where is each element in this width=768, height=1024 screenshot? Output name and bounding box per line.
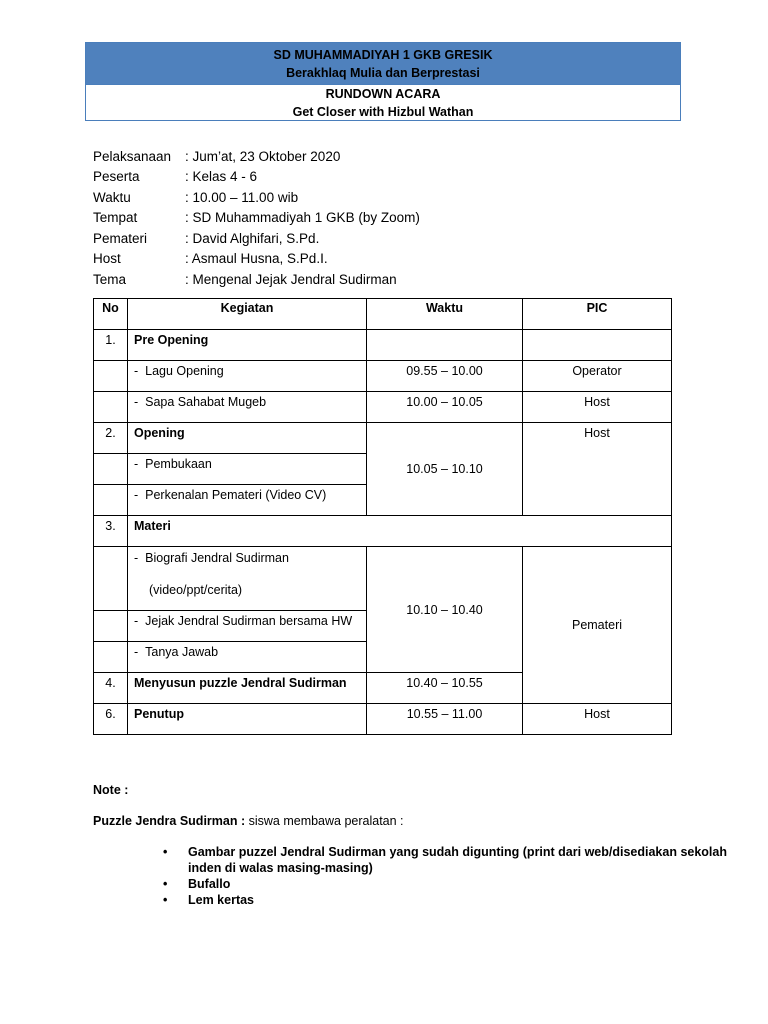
activity-label: Jejak Jendral Sudirman bersama HW	[145, 614, 353, 628]
dash-mark: -	[134, 645, 139, 659]
time-cell: 10.55 – 11.00	[367, 704, 523, 735]
info-label: Waktu	[93, 189, 131, 205]
bullet-icon: •	[163, 877, 168, 891]
school-name: SD MUHAMMADIYAH 1 GKB GRESIK	[273, 47, 493, 62]
activity-item	[128, 454, 367, 485]
info-value: : Asmaul Husna, S.Pd.I.	[185, 251, 328, 267]
info-row-host	[93, 249, 420, 270]
row-number: 2.	[94, 423, 128, 454]
document-title: RUNDOWN ACARA	[325, 87, 441, 101]
header-box	[85, 42, 681, 121]
info-value: : Mengenal Jejak Jendral Sudirman	[185, 271, 397, 287]
section-title: Materi	[128, 516, 672, 547]
activity-item	[128, 611, 367, 642]
table-row	[94, 423, 672, 454]
section-title: Penutup	[128, 704, 367, 735]
section-title: Opening	[128, 423, 367, 454]
pic-cell: Host	[523, 704, 672, 735]
school-motto: Berakhlaq Mulia dan Berprestasi	[286, 65, 480, 80]
activity-item	[128, 642, 367, 673]
activity-item	[128, 485, 367, 516]
table-row	[94, 704, 672, 735]
empty-cell	[94, 642, 128, 673]
table-row	[94, 361, 672, 392]
info-row-pemateri	[93, 228, 420, 249]
puzzle-line	[93, 814, 404, 828]
activity-label-continued: (video/ppt/cerita)	[149, 583, 243, 597]
empty-cell	[94, 392, 128, 423]
header-no: No	[94, 299, 128, 330]
pic-cell: Pemateri	[523, 547, 672, 704]
activity-label: Sapa Sahabat Mugeb	[145, 395, 267, 409]
list-item	[163, 876, 728, 892]
note-heading: Note :	[93, 783, 129, 797]
info-value: : Kelas 4 - 6	[185, 169, 258, 185]
rundown-table	[93, 298, 672, 735]
row-number: 3.	[94, 516, 128, 547]
row-number: 1.	[94, 330, 128, 361]
info-value: : 10.00 – 11.00 wib	[185, 189, 299, 205]
info-label: Tema	[93, 271, 127, 287]
time-cell: 10.10 – 10.40	[367, 547, 523, 673]
activity-label: Biografi Jendral Sudirman	[145, 551, 289, 565]
dash-mark: -	[134, 364, 139, 378]
info-label: Pelaksanaan	[93, 148, 172, 164]
table-row	[94, 330, 672, 361]
info-value: : Jum’at, 23 Oktober 2020	[185, 148, 341, 164]
empty-cell	[94, 611, 128, 642]
info-row-pelaksanaan	[93, 146, 420, 167]
empty-cell	[523, 330, 672, 361]
event-info	[93, 146, 420, 290]
dash-mark: -	[134, 551, 139, 565]
pic-cell: Host	[523, 392, 672, 423]
section-title: Menyusun puzzle Jendral Sudirman	[128, 673, 367, 704]
header-pic: PIC	[523, 299, 672, 330]
activity-label: Tanya Jawab	[145, 645, 219, 659]
header-waktu: Waktu	[367, 299, 523, 330]
activity-label: Pembukaan	[145, 457, 212, 471]
time-cell: 10.00 – 10.05	[367, 392, 523, 423]
info-label: Host	[93, 251, 121, 267]
header-title-area	[86, 85, 680, 121]
list-item	[163, 892, 728, 908]
list-item-text: Lem kertas	[188, 893, 255, 907]
time-cell: 10.05 – 10.10	[367, 423, 523, 516]
equipment-list	[165, 844, 728, 908]
info-value: : SD Muhammadiyah 1 GKB (by Zoom)	[185, 210, 420, 226]
header-kegiatan: Kegiatan	[128, 299, 367, 330]
info-value: : David Alghifari, S.Pd.	[185, 230, 320, 246]
section-title: Pre Opening	[128, 330, 367, 361]
activity-item	[128, 361, 367, 392]
dash-mark: -	[134, 614, 139, 628]
list-item-text: Bufallo	[188, 877, 231, 891]
dash-mark: -	[134, 488, 139, 502]
table-row	[94, 516, 672, 547]
activity-label: Lagu Opening	[145, 364, 224, 378]
info-row-tema	[93, 269, 420, 290]
table-row	[94, 392, 672, 423]
puzzle-label: Puzzle Jendra Sudirman :	[93, 814, 246, 828]
dash-mark: -	[134, 457, 139, 471]
activity-label: Perkenalan Pemateri (Video CV)	[145, 488, 327, 502]
puzzle-text: siswa membawa peralatan :	[245, 814, 404, 828]
info-label: Peserta	[93, 169, 140, 185]
empty-cell	[94, 361, 128, 392]
row-number: 4.	[94, 673, 128, 704]
empty-cell	[94, 454, 128, 485]
list-item	[163, 844, 728, 876]
empty-cell	[94, 485, 128, 516]
bullet-icon: •	[163, 845, 168, 859]
empty-cell	[94, 547, 128, 611]
time-cell: 09.55 – 10.00	[367, 361, 523, 392]
info-label: Pemateri	[93, 230, 148, 246]
info-row-peserta	[93, 167, 420, 188]
activity-item	[128, 547, 367, 611]
activity-item	[128, 392, 367, 423]
empty-cell	[367, 330, 523, 361]
pic-cell: Operator	[523, 361, 672, 392]
time-cell: 10.40 – 10.55	[367, 673, 523, 704]
info-row-tempat	[93, 208, 420, 229]
table-row	[94, 547, 672, 611]
bullet-icon: •	[163, 893, 168, 907]
info-row-waktu	[93, 187, 420, 208]
event-name: Get Closer with Hizbul Wathan	[292, 105, 474, 119]
table-header-row	[94, 299, 672, 330]
info-label: Tempat	[93, 210, 138, 226]
dash-mark: -	[134, 395, 139, 409]
header-band	[86, 43, 680, 85]
list-item-text: Gambar puzzel Jendral Sudirman yang sudah digunting (print dari web/disediakan sekolah inden di walas masing-masing)	[188, 845, 727, 875]
pic-cell: Host	[523, 423, 672, 516]
row-number: 6.	[94, 704, 128, 735]
